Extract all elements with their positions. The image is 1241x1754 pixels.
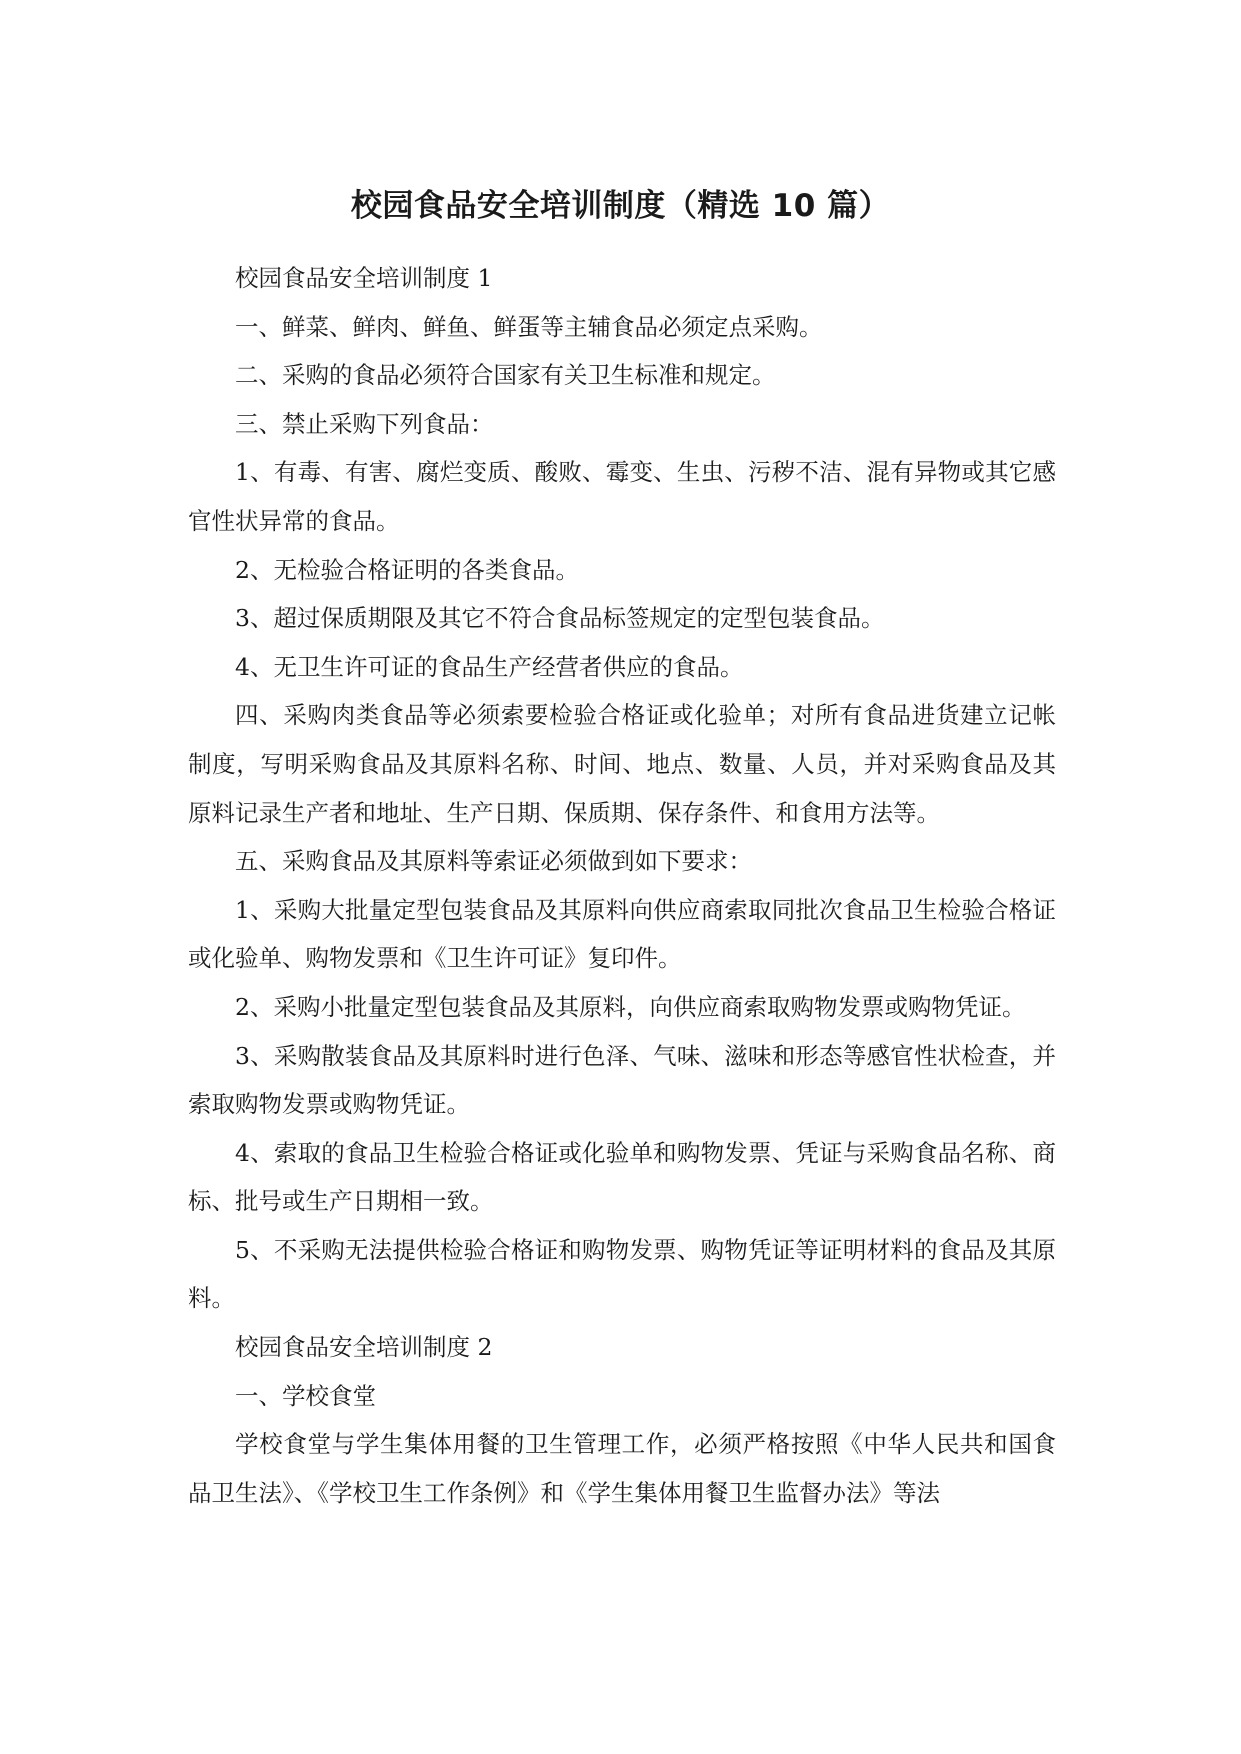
paragraph: 二、采购的食品必须符合国家有关卫生标准和规定。: [235, 361, 776, 390]
paragraph: 一、鲜菜、鲜肉、鲜鱼、鲜蛋等主辅食品必须定点采购。: [235, 312, 823, 341]
list-item: 4、无卫生许可证的食品生产经营者供应的食品。: [235, 652, 744, 681]
list-item: 1、采购大批量定型包装食品及其原料向供应商索取同批次食品卫生检验合格证或化验单、购物发票和《卫生许可证》复印件。: [188, 895, 1056, 973]
list-item: 1、有毒、有害、腐烂变质、酸败、霉变、生虫、污秽不洁、混有异物或其它感官性状异常的食品。: [188, 458, 1056, 535]
section-heading-1: 校园食品安全培训制度 1: [235, 264, 493, 292]
list-item: 2、采购小批量定型包装食品及其原料，向供应商索取购物发票或购物凭证。: [235, 992, 1026, 1021]
paragraph: 一、学校食堂: [235, 1381, 376, 1410]
paragraph: 五、采购食品及其原料等索证必须做到如下要求：: [235, 847, 752, 876]
list-item: 5、不采购无法提供检验合格证和购物发票、购物凭证等证明材料的食品及其原料。: [188, 1235, 1056, 1313]
paragraph: 四、采购肉类食品等必须索要检验合格证或化验单；对所有食品进货建立记帐制度，写明采购食品及其原料名称、时间、地点、数量、人员，并对采购食品及其原料记录生产者和地址、生产日期、保质期、保存条件、和食用方法等。: [188, 701, 1056, 827]
list-item: 3、采购散装食品及其原料时进行色泽、气味、滋味和形态等感官性状检查，并索取购物发票或购物凭证。: [188, 1041, 1056, 1119]
document-body: [188, 254, 1056, 1517]
paragraph: 三、禁止采购下列食品：: [235, 409, 494, 438]
document-title: 校园食品安全培训制度（精选 10 篇）: [350, 188, 891, 224]
list-item: 3、超过保质期限及其它不符合食品标签规定的定型包装食品。: [235, 604, 885, 633]
list-item: 4、索取的食品卫生检验合格证或化验单和购物发票、凭证与采购食品名称、商标、批号或生产日期相一致。: [188, 1138, 1056, 1216]
section-heading-2: 校园食品安全培训制度 2: [235, 1333, 493, 1362]
list-item: 2、无检验合格证明的各类食品。: [235, 555, 579, 584]
paragraph: 学校食堂与学生集体用餐的卫生管理工作，必须严格按照《中华人民共和国食品卫生法》、《学校卫生工作条例》和《学生集体用餐卫生监督办法》等法: [188, 1430, 1056, 1507]
